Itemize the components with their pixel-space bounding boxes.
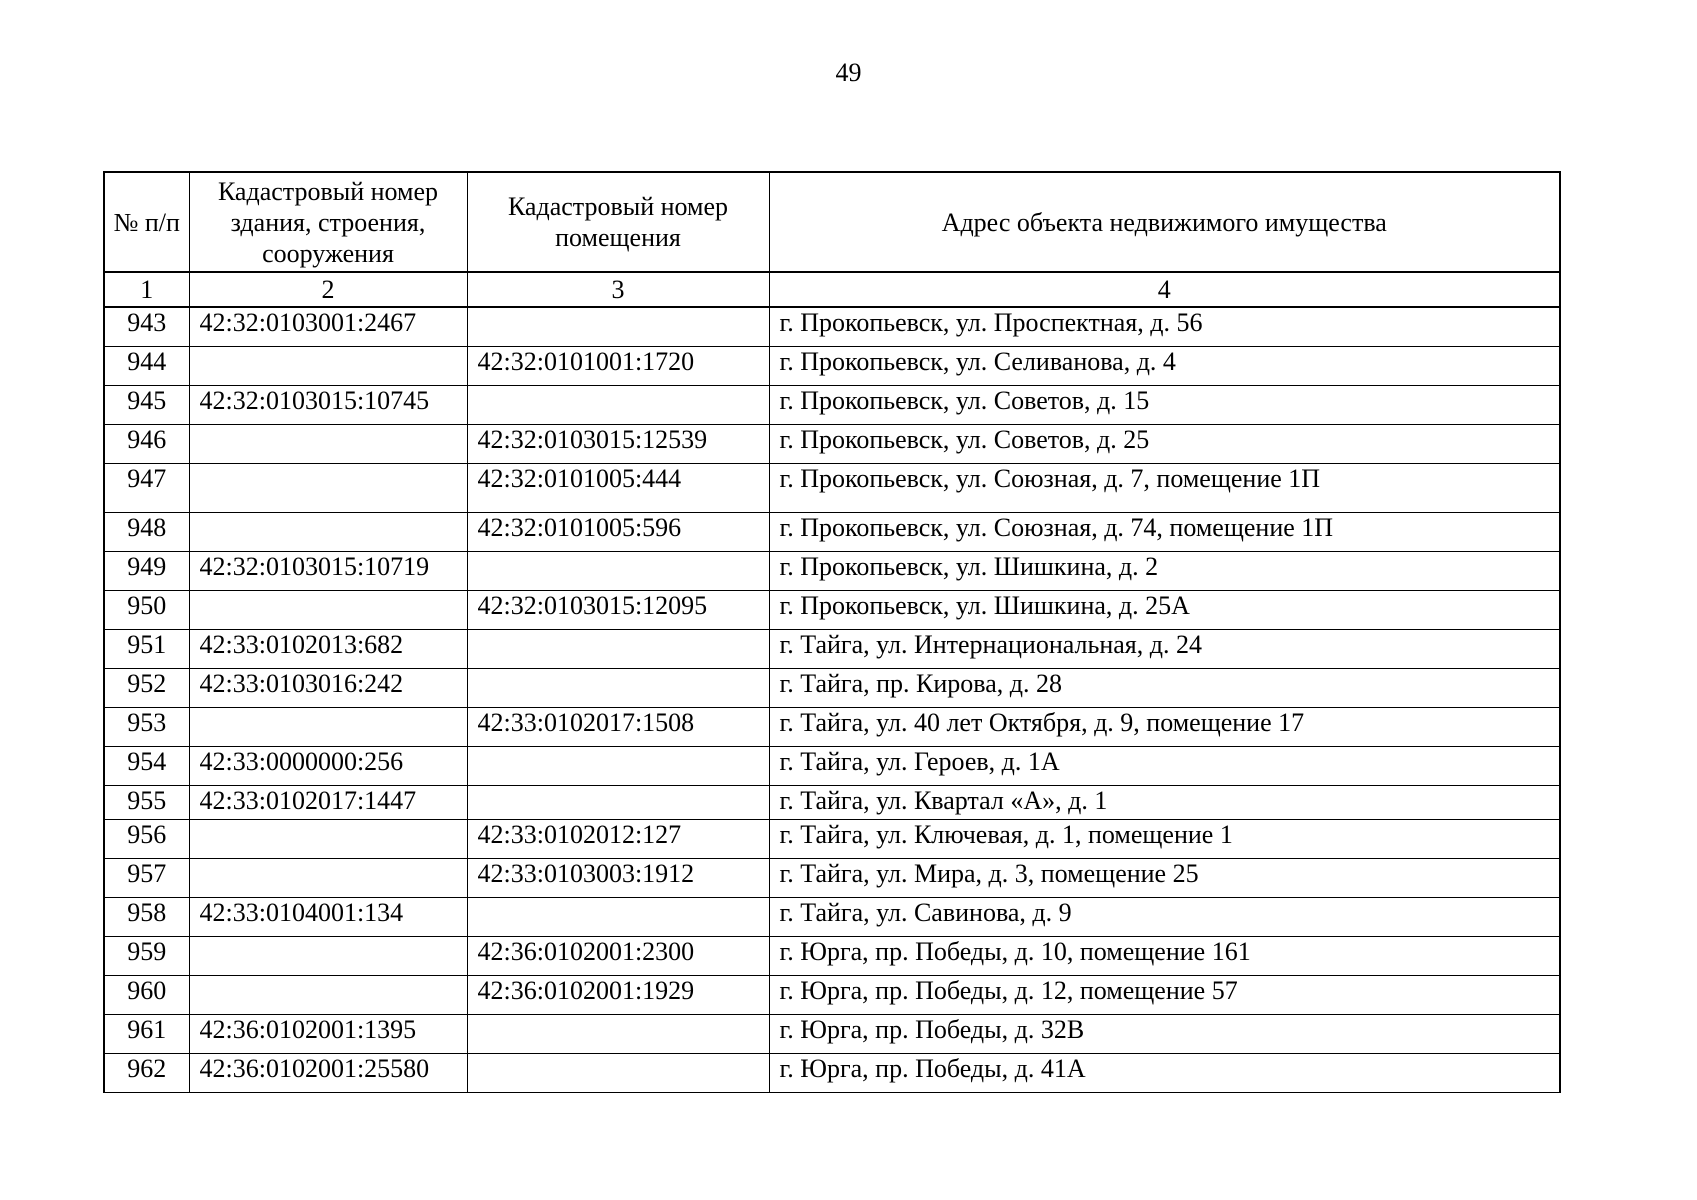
table-row: [104, 512, 1560, 551]
page-number: 49: [835, 58, 862, 87]
table-row: [104, 307, 1560, 346]
address-cell: г. Прокопьевск, ул. Союзная, д. 74, помещение 1П: [769, 512, 1560, 551]
building-cadastral-cell: [189, 819, 467, 858]
building-cadastral-cell: [189, 936, 467, 975]
building-cadastral-cell: [189, 707, 467, 746]
premises-cadastral-cell: [467, 385, 769, 424]
row-number-cell: 960: [104, 975, 189, 1014]
table-row: [104, 858, 1560, 897]
premises-cadastral-cell: [467, 785, 769, 819]
row-number-cell: 962: [104, 1053, 189, 1092]
row-number-cell: 959: [104, 936, 189, 975]
premises-cadastral-cell: [467, 746, 769, 785]
row-number-cell: 943: [104, 307, 189, 346]
row-number-cell: 953: [104, 707, 189, 746]
premises-cadastral-cell: 42:32:0101001:1720: [467, 346, 769, 385]
table-row: [104, 385, 1560, 424]
row-number-cell: 948: [104, 512, 189, 551]
row-number-cell: 949: [104, 551, 189, 590]
premises-cadastral-cell: [467, 307, 769, 346]
table-row: [104, 629, 1560, 668]
building-cadastral-cell: [189, 590, 467, 629]
premises-cadastral-cell: [467, 1053, 769, 1092]
address-cell: г. Тайга, ул. Ключевая, д. 1, помещение 1: [769, 819, 1560, 858]
header-row-number: № п/п: [104, 172, 189, 272]
address-cell: г. Прокопьевск, ул. Шишкина, д. 2: [769, 551, 1560, 590]
premises-cadastral-cell: [467, 629, 769, 668]
address-cell: г. Прокопьевск, ул. Селиванова, д. 4: [769, 346, 1560, 385]
address-cell: г. Юрга, пр. Победы, д. 32В: [769, 1014, 1560, 1053]
header-premises-cadastral: Кадастровый номер помещения: [467, 172, 769, 272]
header-address: Адрес объекта недвижимого имущества: [769, 172, 1560, 272]
table-row: [104, 819, 1560, 858]
building-cadastral-cell: 42:36:0102001:25580: [189, 1053, 467, 1092]
address-cell: г. Тайга, ул. Мира, д. 3, помещение 25: [769, 858, 1560, 897]
table-row: [104, 424, 1560, 463]
row-number-cell: 952: [104, 668, 189, 707]
address-cell: г. Прокопьевск, ул. Шишкина, д. 25А: [769, 590, 1560, 629]
premises-cadastral-cell: [467, 668, 769, 707]
table-body: [104, 307, 1560, 1092]
row-number-cell: 958: [104, 897, 189, 936]
row-number-cell: 951: [104, 629, 189, 668]
header-row: [104, 172, 1560, 272]
row-number-cell: 956: [104, 819, 189, 858]
building-cadastral-cell: [189, 346, 467, 385]
building-cadastral-cell: 42:33:0103016:242: [189, 668, 467, 707]
premises-cadastral-cell: 42:32:0101005:596: [467, 512, 769, 551]
address-cell: г. Тайга, ул. Савинова, д. 9: [769, 897, 1560, 936]
table-row: [104, 897, 1560, 936]
building-cadastral-cell: [189, 858, 467, 897]
row-number-cell: 954: [104, 746, 189, 785]
address-cell: г. Юрга, пр. Победы, д. 10, помещение 161: [769, 936, 1560, 975]
table-row: [104, 936, 1560, 975]
row-number-cell: 946: [104, 424, 189, 463]
building-cadastral-cell: [189, 975, 467, 1014]
premises-cadastral-cell: [467, 1014, 769, 1053]
table-row: [104, 707, 1560, 746]
address-cell: г. Прокопьевск, ул. Союзная, д. 7, помещение 1П: [769, 463, 1560, 512]
column-number: 1: [104, 272, 189, 307]
address-cell: г. Прокопьевск, ул. Советов, д. 25: [769, 424, 1560, 463]
address-cell: г. Тайга, ул. Интернациональная, д. 24: [769, 629, 1560, 668]
address-cell: г. Юрга, пр. Победы, д. 41А: [769, 1053, 1560, 1092]
row-number-cell: 950: [104, 590, 189, 629]
address-cell: г. Тайга, ул. Квартал «А», д. 1: [769, 785, 1560, 819]
premises-cadastral-cell: 42:33:0102012:127: [467, 819, 769, 858]
building-cadastral-cell: 42:32:0103001:2467: [189, 307, 467, 346]
row-number-cell: 944: [104, 346, 189, 385]
building-cadastral-cell: [189, 512, 467, 551]
column-number-row: [104, 272, 1560, 307]
building-cadastral-cell: 42:32:0103015:10745: [189, 385, 467, 424]
premises-cadastral-cell: 42:33:0103003:1912: [467, 858, 769, 897]
premises-cadastral-cell: 42:36:0102001:2300: [467, 936, 769, 975]
column-number: 4: [769, 272, 1560, 307]
building-cadastral-cell: 42:33:0102017:1447: [189, 785, 467, 819]
property-registry-table: [103, 171, 1561, 1093]
row-number-cell: 957: [104, 858, 189, 897]
table-row: [104, 463, 1560, 512]
building-cadastral-cell: [189, 463, 467, 512]
column-number: 2: [189, 272, 467, 307]
table-row: [104, 590, 1560, 629]
building-cadastral-cell: 42:33:0102013:682: [189, 629, 467, 668]
building-cadastral-cell: [189, 424, 467, 463]
building-cadastral-cell: 42:36:0102001:1395: [189, 1014, 467, 1053]
premises-cadastral-cell: [467, 897, 769, 936]
row-number-cell: 945: [104, 385, 189, 424]
address-cell: г. Прокопьевск, ул. Советов, д. 15: [769, 385, 1560, 424]
table-row: [104, 346, 1560, 385]
row-number-cell: 955: [104, 785, 189, 819]
building-cadastral-cell: 42:33:0104001:134: [189, 897, 467, 936]
premises-cadastral-cell: [467, 551, 769, 590]
table-row: [104, 975, 1560, 1014]
table-row: [104, 668, 1560, 707]
premises-cadastral-cell: 42:33:0102017:1508: [467, 707, 769, 746]
table-row: [104, 551, 1560, 590]
table-row: [104, 785, 1560, 819]
premises-cadastral-cell: 42:32:0103015:12095: [467, 590, 769, 629]
address-cell: г. Прокопьевск, ул. Проспектная, д. 56: [769, 307, 1560, 346]
building-cadastral-cell: 42:33:0000000:256: [189, 746, 467, 785]
address-cell: г. Тайга, пр. Кирова, д. 28: [769, 668, 1560, 707]
header-building-cadastral: Кадастровый номер здания, строения, сооружения: [189, 172, 467, 272]
address-cell: г. Юрга, пр. Победы, д. 12, помещение 57: [769, 975, 1560, 1014]
table-row: [104, 1014, 1560, 1053]
address-cell: г. Тайга, ул. Героев, д. 1А: [769, 746, 1560, 785]
table-row: [104, 746, 1560, 785]
premises-cadastral-cell: 42:36:0102001:1929: [467, 975, 769, 1014]
address-cell: г. Тайга, ул. 40 лет Октября, д. 9, помещение 17: [769, 707, 1560, 746]
building-cadastral-cell: 42:32:0103015:10719: [189, 551, 467, 590]
row-number-cell: 961: [104, 1014, 189, 1053]
premises-cadastral-cell: 42:32:0101005:444: [467, 463, 769, 512]
premises-cadastral-cell: 42:32:0103015:12539: [467, 424, 769, 463]
row-number-cell: 947: [104, 463, 189, 512]
table-row: [104, 1053, 1560, 1092]
column-number: 3: [467, 272, 769, 307]
